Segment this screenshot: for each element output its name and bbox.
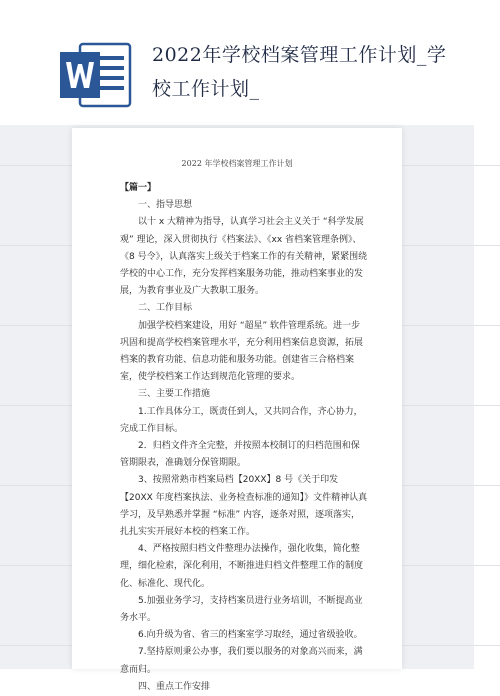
section-heading: 四、重点工作安排 bbox=[138, 681, 211, 692]
section-heading: 二、工作目标 bbox=[138, 303, 193, 314]
section-heading: 一、指导思想 bbox=[138, 200, 193, 211]
page-header bbox=[0, 0, 474, 125]
section-heading: 三、主要工作措施 bbox=[138, 389, 211, 400]
paragraph: 1.工作具体分工，既责任到人，又共同合作，齐心协力，完成工作目标。 bbox=[120, 406, 363, 434]
paragraph: 6.向升级为省、省三的档案室学习取经，通过省级验收。 bbox=[138, 630, 363, 641]
paragraph: 加强学校档案建设，用好 “超星” 软件管理系统。进一步巩固和提高学校档案管理水平，充分利用档案信息资源，拓展档案的教育功能、信息功能和服务功能。创建省三合格档案室，使学校档案工作达到规范化管理的要求。 bbox=[120, 320, 364, 383]
document-heading: 2022 年学校档案管理工作计划 bbox=[181, 159, 293, 168]
paragraph: 2．归档文件齐全完整，并按照本校制订的归档范围和保管期限表，准确划分保管期限。 bbox=[120, 441, 360, 469]
document-body bbox=[120, 180, 368, 696]
paragraph: 4、严格按照归档文件整理办法操作，强化收集，简化整理，细化检索，深化利用，不断推进归档文件整理工作的制度化、标准化、现代化。 bbox=[120, 544, 364, 589]
word-document-icon bbox=[60, 42, 132, 108]
page-title: 2022年学校档案管理工作计划_学校工作计划_ bbox=[152, 44, 447, 100]
paragraph: 3、按照常熟市档案局档【20XX】8 号《关于印发【20XX 年度档案执法、业务检查标准的通知】》文件精神认真学习，及早熟悉并掌握 “标准” 内容，逐条对照，逐项落实，扎扎实实开展好本校的档案工作。 bbox=[120, 475, 368, 538]
paragraph: 7.坚持原则秉公办事，我们要以服务的对象高兴而来，满意而归。 bbox=[120, 647, 363, 675]
paragraph: 5.加强业务学习，支持档案员进行业务培训，不断提高业务水平。 bbox=[120, 595, 363, 624]
section-label: 【篇一】 bbox=[120, 183, 157, 193]
document-page bbox=[72, 128, 402, 692]
paragraph: 以十 x 大精神为指导，认真学习社会主义关于 “科学发展观” 理论，深入贯彻执行《档案法》、《xx 省档案管理条例》、《8 号令》，认真落实上级关于档案工作的有关精神，紧紧围绕学校的中心工作，充分发挥档案服务功能，推动档案事业的发展，为教育事业及广大教职工服务。 bbox=[120, 217, 368, 297]
